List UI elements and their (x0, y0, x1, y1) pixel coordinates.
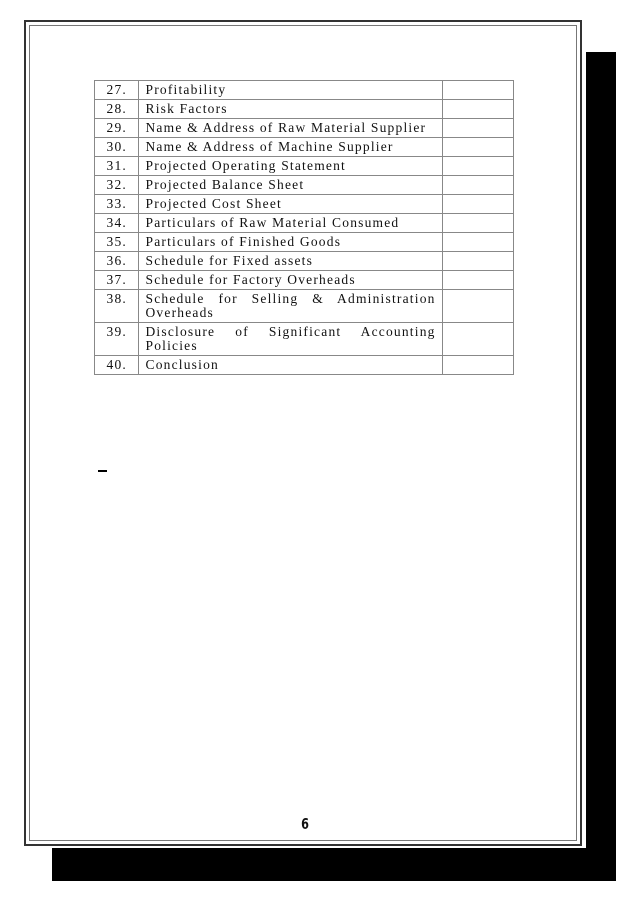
row-number: 28. (95, 100, 139, 119)
table-row (95, 323, 514, 356)
table-row (95, 356, 514, 375)
row-page-cell (442, 119, 513, 138)
row-page-cell (442, 214, 513, 233)
row-number: 38. (95, 290, 139, 323)
row-title: Name & Address of Raw Material Supplier (139, 119, 442, 138)
row-title: Particulars of Raw Material Consumed (139, 214, 442, 233)
row-page-cell (442, 233, 513, 252)
contents-table (94, 80, 514, 375)
row-page-cell (442, 271, 513, 290)
page-shadow-bottom (52, 848, 616, 881)
dash-mark (98, 470, 107, 472)
row-page-cell (442, 356, 513, 375)
row-page-cell (442, 252, 513, 271)
row-title: Projected Operating Statement (139, 157, 442, 176)
row-number: 37. (95, 271, 139, 290)
row-number: 29. (95, 119, 139, 138)
table-row (95, 138, 514, 157)
row-title: Projected Cost Sheet (139, 195, 442, 214)
row-page-cell (442, 157, 513, 176)
table-row (95, 195, 514, 214)
row-title: Projected Balance Sheet (139, 176, 442, 195)
row-title: Name & Address of Machine Supplier (139, 138, 442, 157)
table-row (95, 119, 514, 138)
row-number: 30. (95, 138, 139, 157)
table-row (95, 290, 514, 323)
table-row (95, 271, 514, 290)
row-number: 31. (95, 157, 139, 176)
row-number: 27. (95, 81, 139, 100)
row-title: Disclosure of Significant Accounting Policies (139, 323, 442, 356)
row-title: Schedule for Fixed assets (139, 252, 442, 271)
row-title: Schedule for Factory Overheads (139, 271, 442, 290)
table-row (95, 157, 514, 176)
page-number: 6 (301, 815, 309, 833)
table-row (95, 100, 514, 119)
row-title: Schedule for Selling & Administration Overheads (139, 290, 442, 323)
row-page-cell (442, 323, 513, 356)
row-number: 36. (95, 252, 139, 271)
row-page-cell (442, 176, 513, 195)
table-row (95, 214, 514, 233)
row-number: 35. (95, 233, 139, 252)
table-row (95, 233, 514, 252)
page-shadow-right (586, 52, 616, 853)
row-number: 39. (95, 323, 139, 356)
row-title: Risk Factors (139, 100, 442, 119)
row-title: Profitability (139, 81, 442, 100)
row-number: 32. (95, 176, 139, 195)
row-page-cell (442, 81, 513, 100)
row-title: Conclusion (139, 356, 442, 375)
row-number: 34. (95, 214, 139, 233)
row-title: Particulars of Finished Goods (139, 233, 442, 252)
row-number: 33. (95, 195, 139, 214)
table-row (95, 252, 514, 271)
table-row (95, 176, 514, 195)
table-row (95, 81, 514, 100)
row-number: 40. (95, 356, 139, 375)
row-page-cell (442, 138, 513, 157)
row-page-cell (442, 100, 513, 119)
row-page-cell (442, 195, 513, 214)
row-page-cell (442, 290, 513, 323)
